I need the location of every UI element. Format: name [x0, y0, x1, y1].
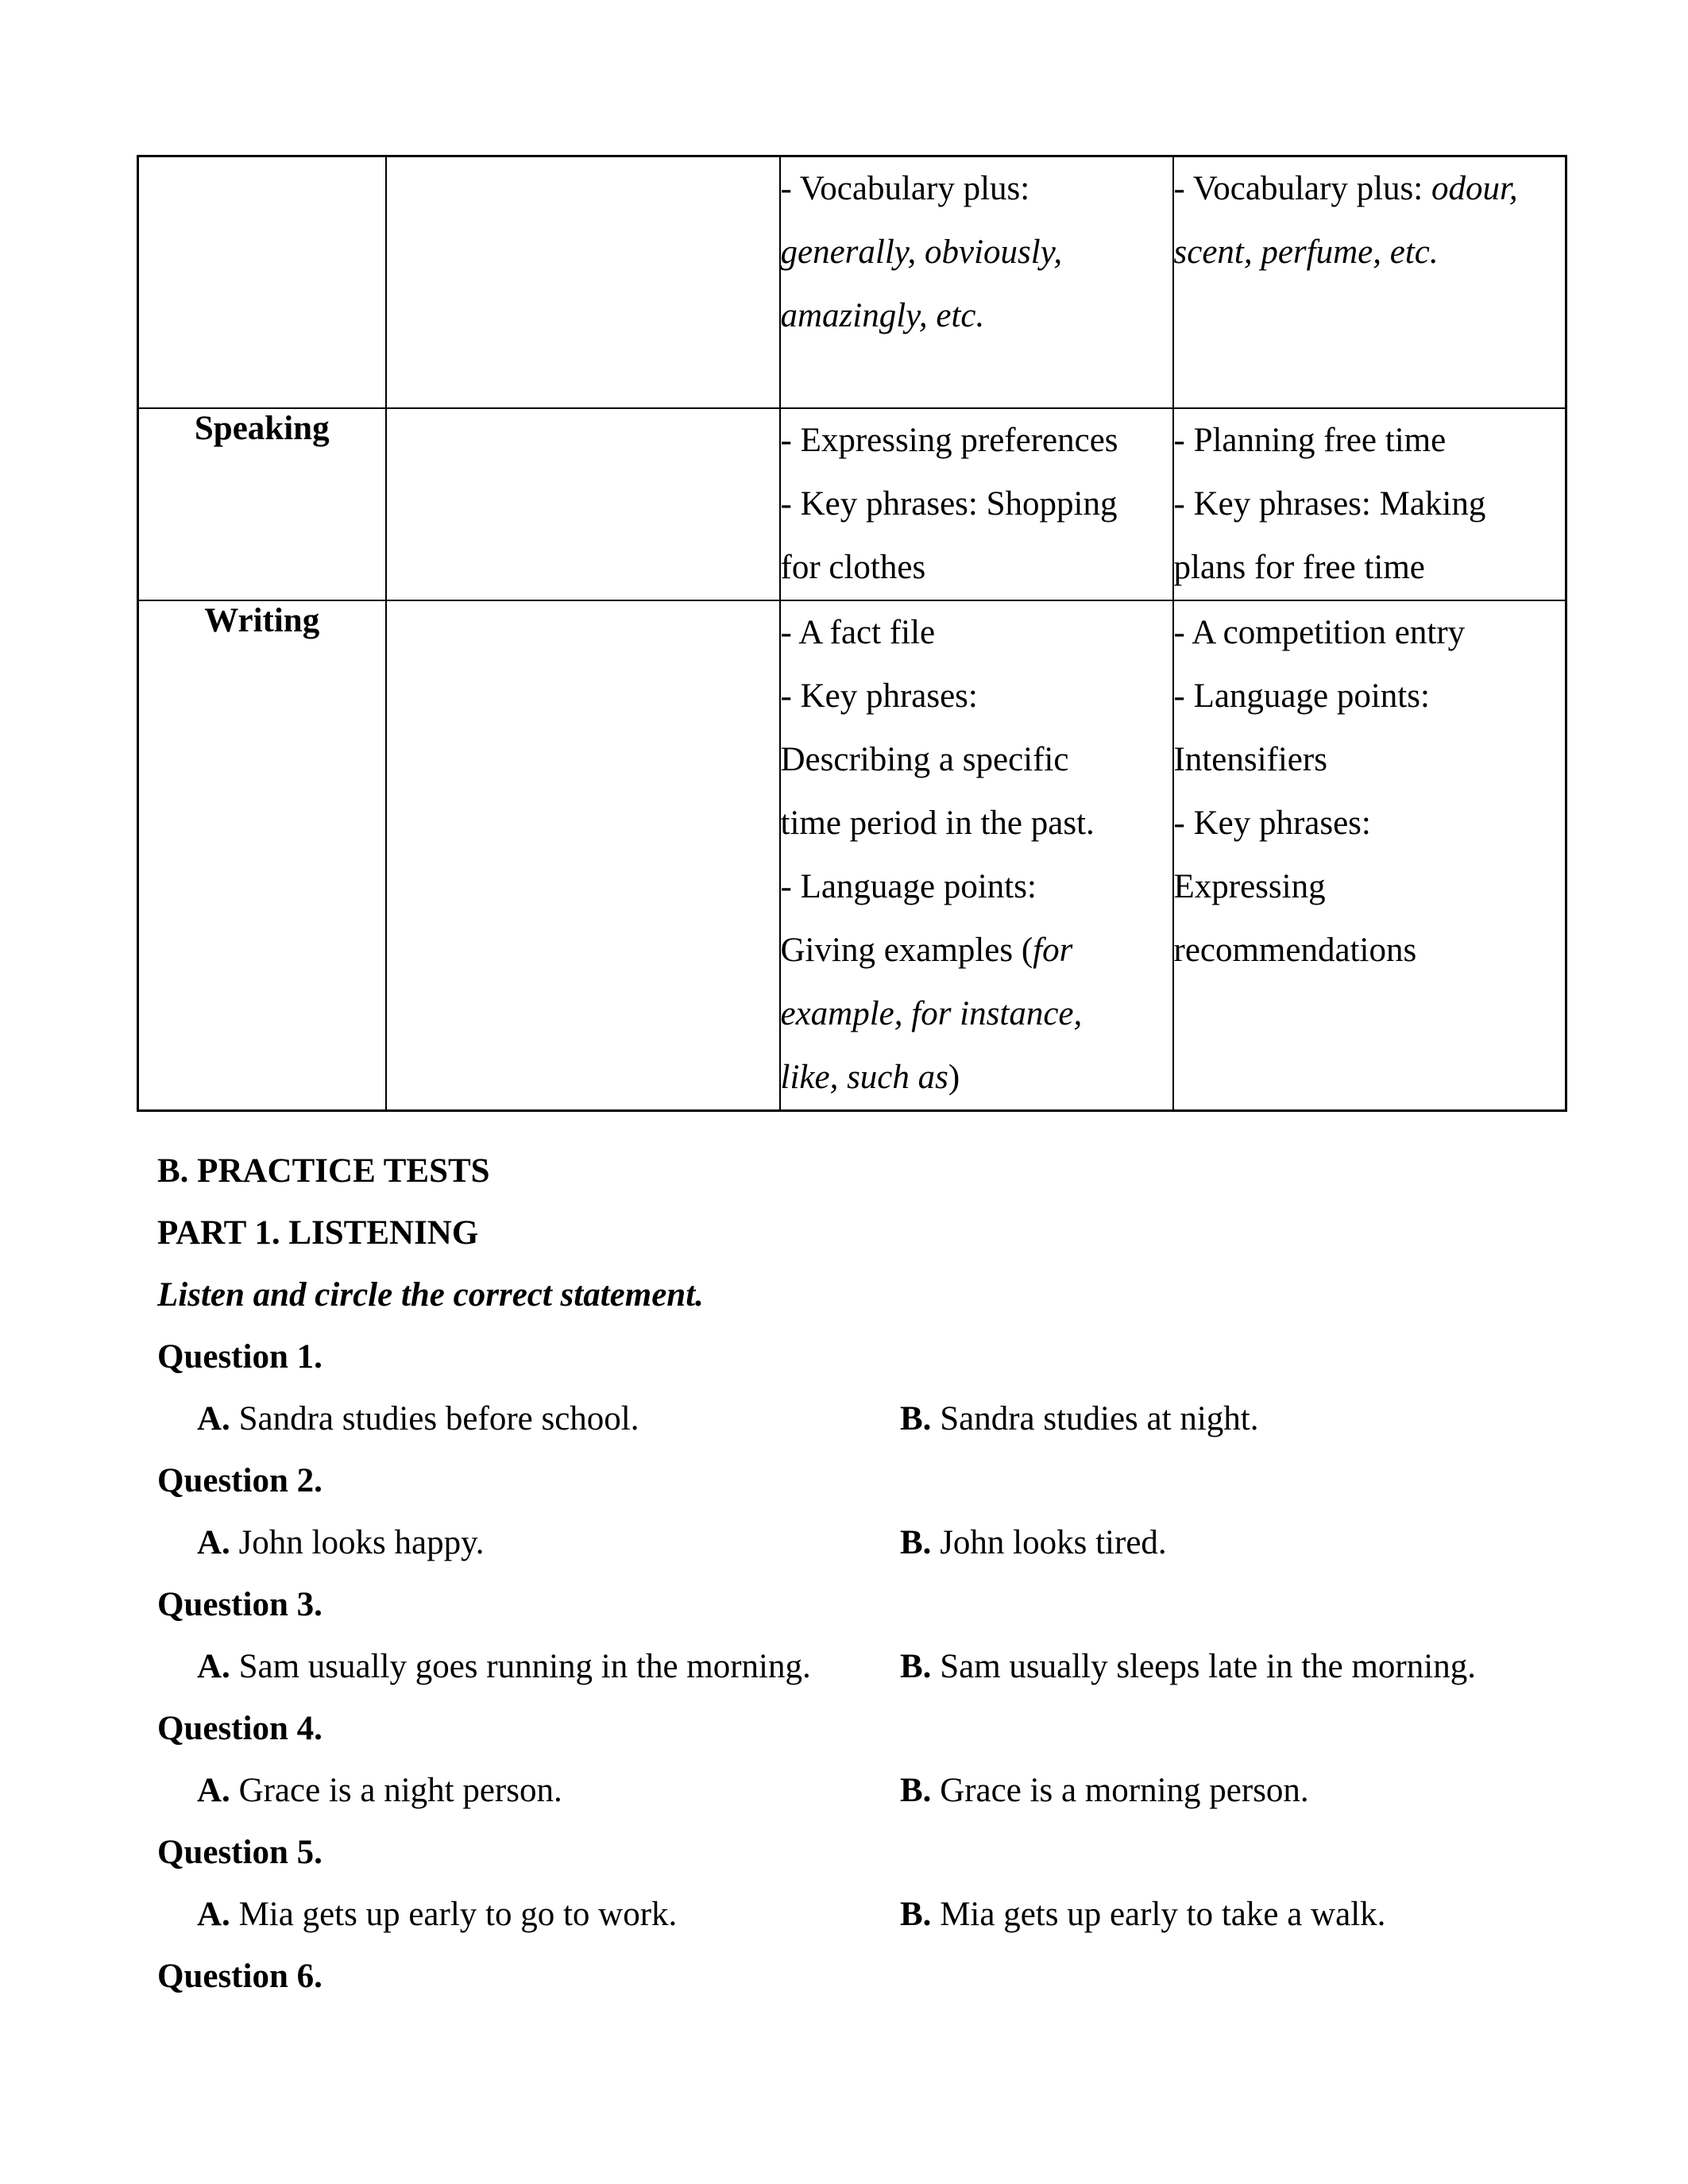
- question-3-label: Question 3.: [157, 1586, 323, 1623]
- row-label: Speaking: [194, 410, 330, 447]
- question-4-label: Question 4.: [157, 1710, 323, 1747]
- cell-text: for clothes: [780, 549, 926, 586]
- cell-text: - A competition entry: [1173, 614, 1466, 651]
- vocabulary-cell-unit-right: [1173, 156, 1566, 409]
- cell-text: - Key phrases:: [1173, 805, 1371, 842]
- option-text: Sandra studies at night.: [931, 1400, 1259, 1437]
- cell-text-italic: amazingly, etc.: [780, 297, 985, 334]
- question-2-label: Question 2.: [157, 1462, 323, 1499]
- body-line: [0, 1388, 1688, 1450]
- cell-text: - Key phrases: Making: [1173, 485, 1486, 523]
- listening-instruction: Listen and circle the correct statement.: [157, 1276, 704, 1314]
- question-3-option-b: [900, 1636, 1476, 1698]
- option-letter: A.: [197, 1400, 230, 1437]
- body-line: [0, 1884, 1688, 1946]
- cell-line: [781, 284, 1172, 348]
- cell-text-italic: like, such as: [780, 1059, 948, 1096]
- cell-line: [1174, 473, 1566, 536]
- row-label: Writing: [204, 602, 320, 639]
- option-letter: B.: [900, 1648, 932, 1685]
- cell-line: [1174, 536, 1566, 600]
- question-6-label: Question 6.: [157, 1958, 323, 1995]
- cell-line: [1174, 221, 1566, 284]
- cell-text: - Vocabulary plus:: [780, 170, 1030, 207]
- cell-text: - Key phrases:: [780, 677, 978, 715]
- option-text: John looks tired.: [931, 1524, 1167, 1561]
- option-letter: B.: [900, 1896, 932, 1933]
- option-letter: A.: [197, 1896, 230, 1933]
- cell-line: [781, 919, 1172, 982]
- question-1-label: Question 1.: [157, 1338, 323, 1376]
- cell-line: [1174, 665, 1566, 728]
- option-letter: B.: [900, 1400, 932, 1437]
- option-text: Mia gets up early to take a walk.: [931, 1896, 1386, 1933]
- table-row-writing: [138, 600, 1566, 1111]
- speaking-cell-unit-left: [780, 408, 1173, 600]
- cell-line: [781, 536, 1172, 600]
- cell-text-italic: odour,: [1431, 170, 1518, 207]
- option-letter: A.: [197, 1648, 230, 1685]
- body-line: [0, 1760, 1688, 1822]
- row-label-cell-speaking: [138, 408, 386, 600]
- cell-line: [781, 855, 1172, 919]
- question-4-option-b: [900, 1760, 1309, 1822]
- speaking-cell-unit-right: [1173, 408, 1566, 600]
- cell-line: [1174, 919, 1566, 982]
- option-text: Sandra studies before school.: [230, 1400, 639, 1437]
- cell-line: [1174, 855, 1566, 919]
- option-text: Sam usually goes running in the morning.: [230, 1648, 811, 1685]
- cell-text: Intensifiers: [1173, 741, 1327, 778]
- writing-cell-unit-left: [780, 600, 1173, 1111]
- option-text: Grace is a night person.: [230, 1772, 562, 1809]
- cell-text: - Language points:: [780, 868, 1037, 905]
- practice-tests-heading: B. PRACTICE TESTS: [157, 1152, 490, 1190]
- cell-text: - Key phrases: Shopping: [780, 485, 1118, 523]
- cell-line: [781, 792, 1172, 855]
- cell-line: [1174, 792, 1566, 855]
- table-row-speaking: [138, 408, 1566, 600]
- cell-text: Giving examples (: [780, 932, 1033, 969]
- cell-text: time period in the past.: [780, 805, 1095, 842]
- question-2-option-b: [900, 1512, 1167, 1574]
- writing-cell-unit-right: [1173, 600, 1566, 1111]
- body-line: [0, 1698, 1688, 1760]
- question-4-option-a: [197, 1760, 562, 1822]
- cell-line: [1174, 157, 1566, 221]
- empty-cell: [386, 156, 780, 409]
- cell-line: [781, 157, 1172, 221]
- cell-line: [781, 1046, 1172, 1109]
- cell-text: - A fact file: [780, 614, 936, 651]
- option-letter: A.: [197, 1524, 230, 1561]
- cell-text: Expressing: [1173, 868, 1326, 905]
- body-line: [0, 1512, 1688, 1574]
- question-5-option-b: [900, 1884, 1385, 1946]
- cell-text-italic: generally, obviously,: [780, 233, 1063, 271]
- cell-line: [781, 221, 1172, 284]
- option-letter: B.: [900, 1772, 932, 1809]
- cell-text: - Vocabulary plus:: [1173, 170, 1431, 207]
- body-line: [0, 1140, 1688, 1202]
- cell-text-italic: scent, perfume, etc.: [1173, 233, 1439, 271]
- option-text: Mia gets up early to go to work.: [230, 1896, 678, 1933]
- option-text: Grace is a morning person.: [931, 1772, 1309, 1809]
- body-line: [0, 1326, 1688, 1388]
- cell-text-italic: example, for instance,: [780, 995, 1083, 1032]
- cell-text: - Language points:: [1173, 677, 1430, 715]
- option-letter: A.: [197, 1772, 230, 1809]
- option-text: John looks happy.: [230, 1524, 485, 1561]
- question-1-option-b: [900, 1388, 1258, 1450]
- cell-line: [781, 728, 1172, 792]
- cell-line: [781, 665, 1172, 728]
- cell-text-italic: for: [1033, 932, 1073, 969]
- body-line: [0, 1574, 1688, 1636]
- vocabulary-cell-unit-left: [780, 156, 1173, 409]
- cell-line: [781, 601, 1172, 665]
- option-text: Sam usually sleeps late in the morning.: [931, 1648, 1476, 1685]
- body-line: [0, 1264, 1688, 1326]
- question-5-label: Question 5.: [157, 1834, 323, 1871]
- body-line: [0, 1822, 1688, 1884]
- row-label-cell-writing: [138, 600, 386, 1111]
- question-2-option-a: [197, 1512, 485, 1574]
- cell-line: [1174, 728, 1566, 792]
- cell-text: Describing a specific: [780, 741, 1069, 778]
- table-row-vocabulary: [138, 156, 1566, 409]
- cell-line: [1174, 601, 1566, 665]
- question-5-option-a: [197, 1884, 677, 1946]
- part1-listening-heading: PART 1. LISTENING: [157, 1214, 479, 1252]
- question-3-option-a: [197, 1636, 811, 1698]
- body-line: [0, 1450, 1688, 1512]
- body-line: [0, 1636, 1688, 1698]
- cell-text: recommendations: [1173, 932, 1417, 969]
- body-line: [0, 1946, 1688, 2008]
- cell-text: ): [948, 1059, 960, 1096]
- cell-text: plans for free time: [1173, 549, 1425, 586]
- cell-line: [781, 409, 1172, 473]
- cell-line: [1174, 409, 1566, 473]
- cell-text: - Expressing preferences: [780, 422, 1118, 459]
- option-letter: B.: [900, 1524, 932, 1561]
- row-label-cell-empty: [138, 156, 386, 409]
- empty-cell: [386, 600, 780, 1111]
- body-line: [0, 1202, 1688, 1264]
- cell-line: [781, 982, 1172, 1046]
- syllabus-table: [137, 155, 1567, 1112]
- cell-line: [781, 473, 1172, 536]
- cell-text: - Planning free time: [1173, 422, 1447, 459]
- question-1-option-a: [197, 1388, 639, 1450]
- empty-cell: [386, 408, 780, 600]
